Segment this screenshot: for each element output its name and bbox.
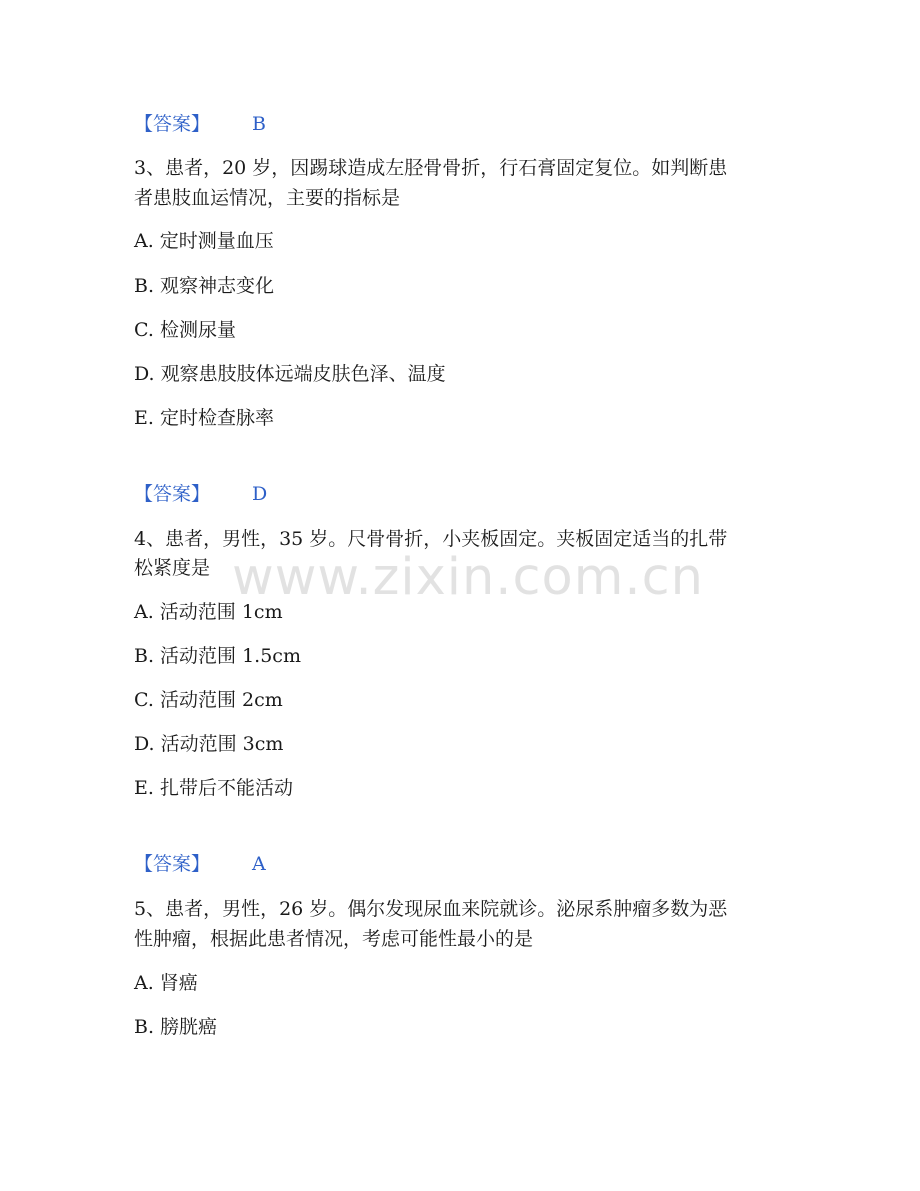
question-text: 松紧度是: [134, 557, 211, 579]
answer-value: A: [252, 853, 266, 875]
answer-label: 【答案】: [134, 483, 211, 505]
answer-line: [134, 482, 268, 506]
watermark-text: www.zixin.com.cn: [232, 548, 704, 607]
option-item: D. 观察患肢肢体远端皮肤色泽、温度: [134, 363, 446, 385]
option-item: B. 活动范围 1.5cm: [134, 645, 301, 667]
option-item: A. 肾癌: [134, 972, 198, 994]
option-item: E. 定时检查脉率: [134, 407, 274, 429]
answer-line: [134, 112, 266, 136]
question-text: 5、患者，男性，26 岁。偶尔发现尿血来院就诊。泌尿系肿瘤多数为恶: [134, 898, 728, 920]
question-text: 4、患者，男性，35 岁。尺骨骨折，小夹板固定。夹板固定适当的扎带: [134, 528, 728, 550]
question-text: 者患肢血运情况，主要的指标是: [134, 187, 401, 209]
answer-label: 【答案】: [134, 853, 211, 875]
option-item: C. 活动范围 2cm: [134, 689, 283, 711]
option-item: A. 定时测量血压: [134, 230, 274, 252]
option-item: C. 检测尿量: [134, 319, 236, 341]
answer-line: [134, 852, 266, 876]
answer-value: B: [252, 113, 266, 135]
question-text: 3、患者，20 岁，因踢球造成左胫骨骨折，行石膏固定复位。如判断患: [134, 157, 728, 179]
option-item: D. 活动范围 3cm: [134, 733, 284, 755]
question-text: 性肿瘤，根据此患者情况，考虑可能性最小的是: [134, 928, 534, 950]
option-item: B. 膀胱癌: [134, 1016, 218, 1038]
option-item: E. 扎带后不能活动: [134, 777, 293, 799]
answer-value: D: [252, 483, 268, 505]
answer-label: 【答案】: [134, 113, 211, 135]
option-item: A. 活动范围 1cm: [134, 601, 283, 623]
option-item: B. 观察神志变化: [134, 275, 275, 297]
